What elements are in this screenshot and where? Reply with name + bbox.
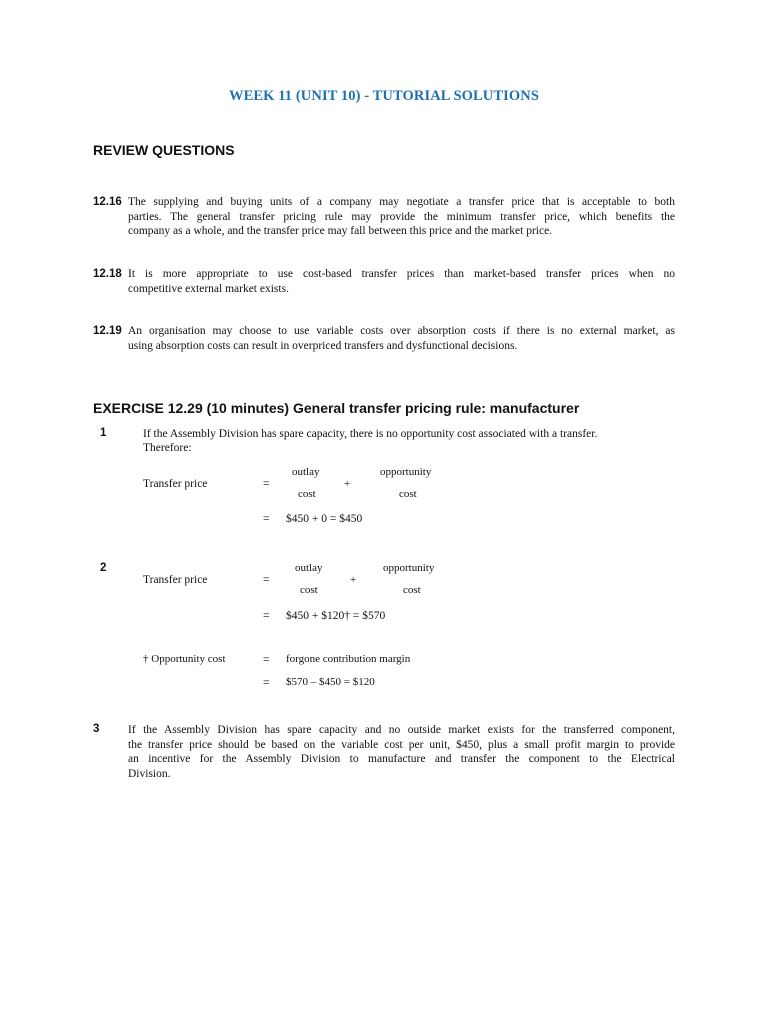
- question-answer: [128, 267, 675, 296]
- answer-line: The supplying and buying units of a company may negotiate a transfer price that is acceptable to both: [128, 196, 675, 208]
- question-number: 12.16: [93, 196, 122, 208]
- equals-sign: =: [263, 654, 270, 666]
- answer-line: An organisation may choose to use variable costs over absorption costs if there is no external market, as: [128, 325, 675, 337]
- equals-sign: =: [263, 478, 270, 490]
- outlay-cost-label: cost: [300, 584, 318, 596]
- calculation-result: $450 + $120† = $570: [286, 610, 386, 622]
- opportunity-cost-footnote-label: † Opportunity cost: [143, 653, 226, 665]
- calculation-result: $450 + 0 = $450: [286, 513, 363, 525]
- answer-line: using absorption costs can result in overpriced transfers and dysfunctional decisions.: [128, 339, 518, 352]
- opportunity-label: opportunity: [380, 466, 432, 478]
- outlay-label: outlay: [295, 562, 323, 574]
- transfer-price-label: Transfer price: [143, 574, 208, 586]
- part-number: 1: [100, 427, 107, 439]
- opportunity-cost-calculation: $570 – $450 = $120: [286, 676, 375, 688]
- outlay-cost-label: cost: [298, 488, 316, 500]
- equals-sign: =: [263, 513, 270, 525]
- answer-line: company as a whole, and the transfer price may fall between this price and the market price.: [128, 225, 553, 237]
- equals-sign: =: [263, 610, 270, 622]
- plus-sign: +: [344, 478, 351, 490]
- answer-line: parties. The general transfer pricing rule may provide the minimum transfer price, which benefits the: [128, 210, 675, 223]
- question-number: 12.19: [93, 325, 122, 337]
- document-title: WEEK 11 (UNIT 10) - TUTORIAL SOLUTIONS: [229, 88, 539, 104]
- question-answer: [128, 195, 675, 239]
- opportunity-cost-definition: forgone contribution margin: [286, 653, 411, 665]
- opportunity-label: opportunity: [383, 562, 435, 574]
- plus-sign: +: [350, 574, 357, 586]
- review-questions-heading: REVIEW QUESTIONS: [93, 142, 235, 158]
- answer-line: It is more appropriate to use cost-based transfer prices than market-based transfer prices when no: [128, 268, 675, 280]
- part-number: 3: [93, 723, 100, 735]
- equals-sign: =: [263, 677, 270, 689]
- part-text-line: If the Assembly Division has spare capacity and no outside market exists for the transferred component,: [128, 724, 675, 736]
- part-text-line: an incentive for the Assembly Division to manufacture and transfer the component to the Electrical: [128, 753, 675, 765]
- part-text-line: If the Assembly Division has spare capacity, there is no opportunity cost associated with a transfer.: [143, 428, 598, 440]
- exercise-heading: EXERCISE 12.29 (10 minutes) General transfer pricing rule: manufacturer: [93, 400, 580, 416]
- transfer-price-label: Transfer price: [143, 478, 208, 490]
- equals-sign: =: [263, 574, 270, 586]
- part-text-line: Therefore:: [143, 442, 192, 454]
- opportunity-cost-label: cost: [403, 584, 421, 596]
- part-text-line: Division.: [128, 767, 171, 780]
- part-paragraph: [128, 723, 675, 781]
- question-answer: [128, 324, 675, 353]
- question-number: 12.18: [93, 268, 122, 280]
- outlay-label: outlay: [292, 466, 320, 478]
- part-text-line: the transfer price should be based on the variable cost per unit, $450, plus a small profit margin to provide: [128, 738, 675, 751]
- answer-line: competitive external market exists.: [128, 282, 289, 295]
- part-number: 2: [100, 562, 107, 574]
- opportunity-cost-label: cost: [399, 488, 417, 500]
